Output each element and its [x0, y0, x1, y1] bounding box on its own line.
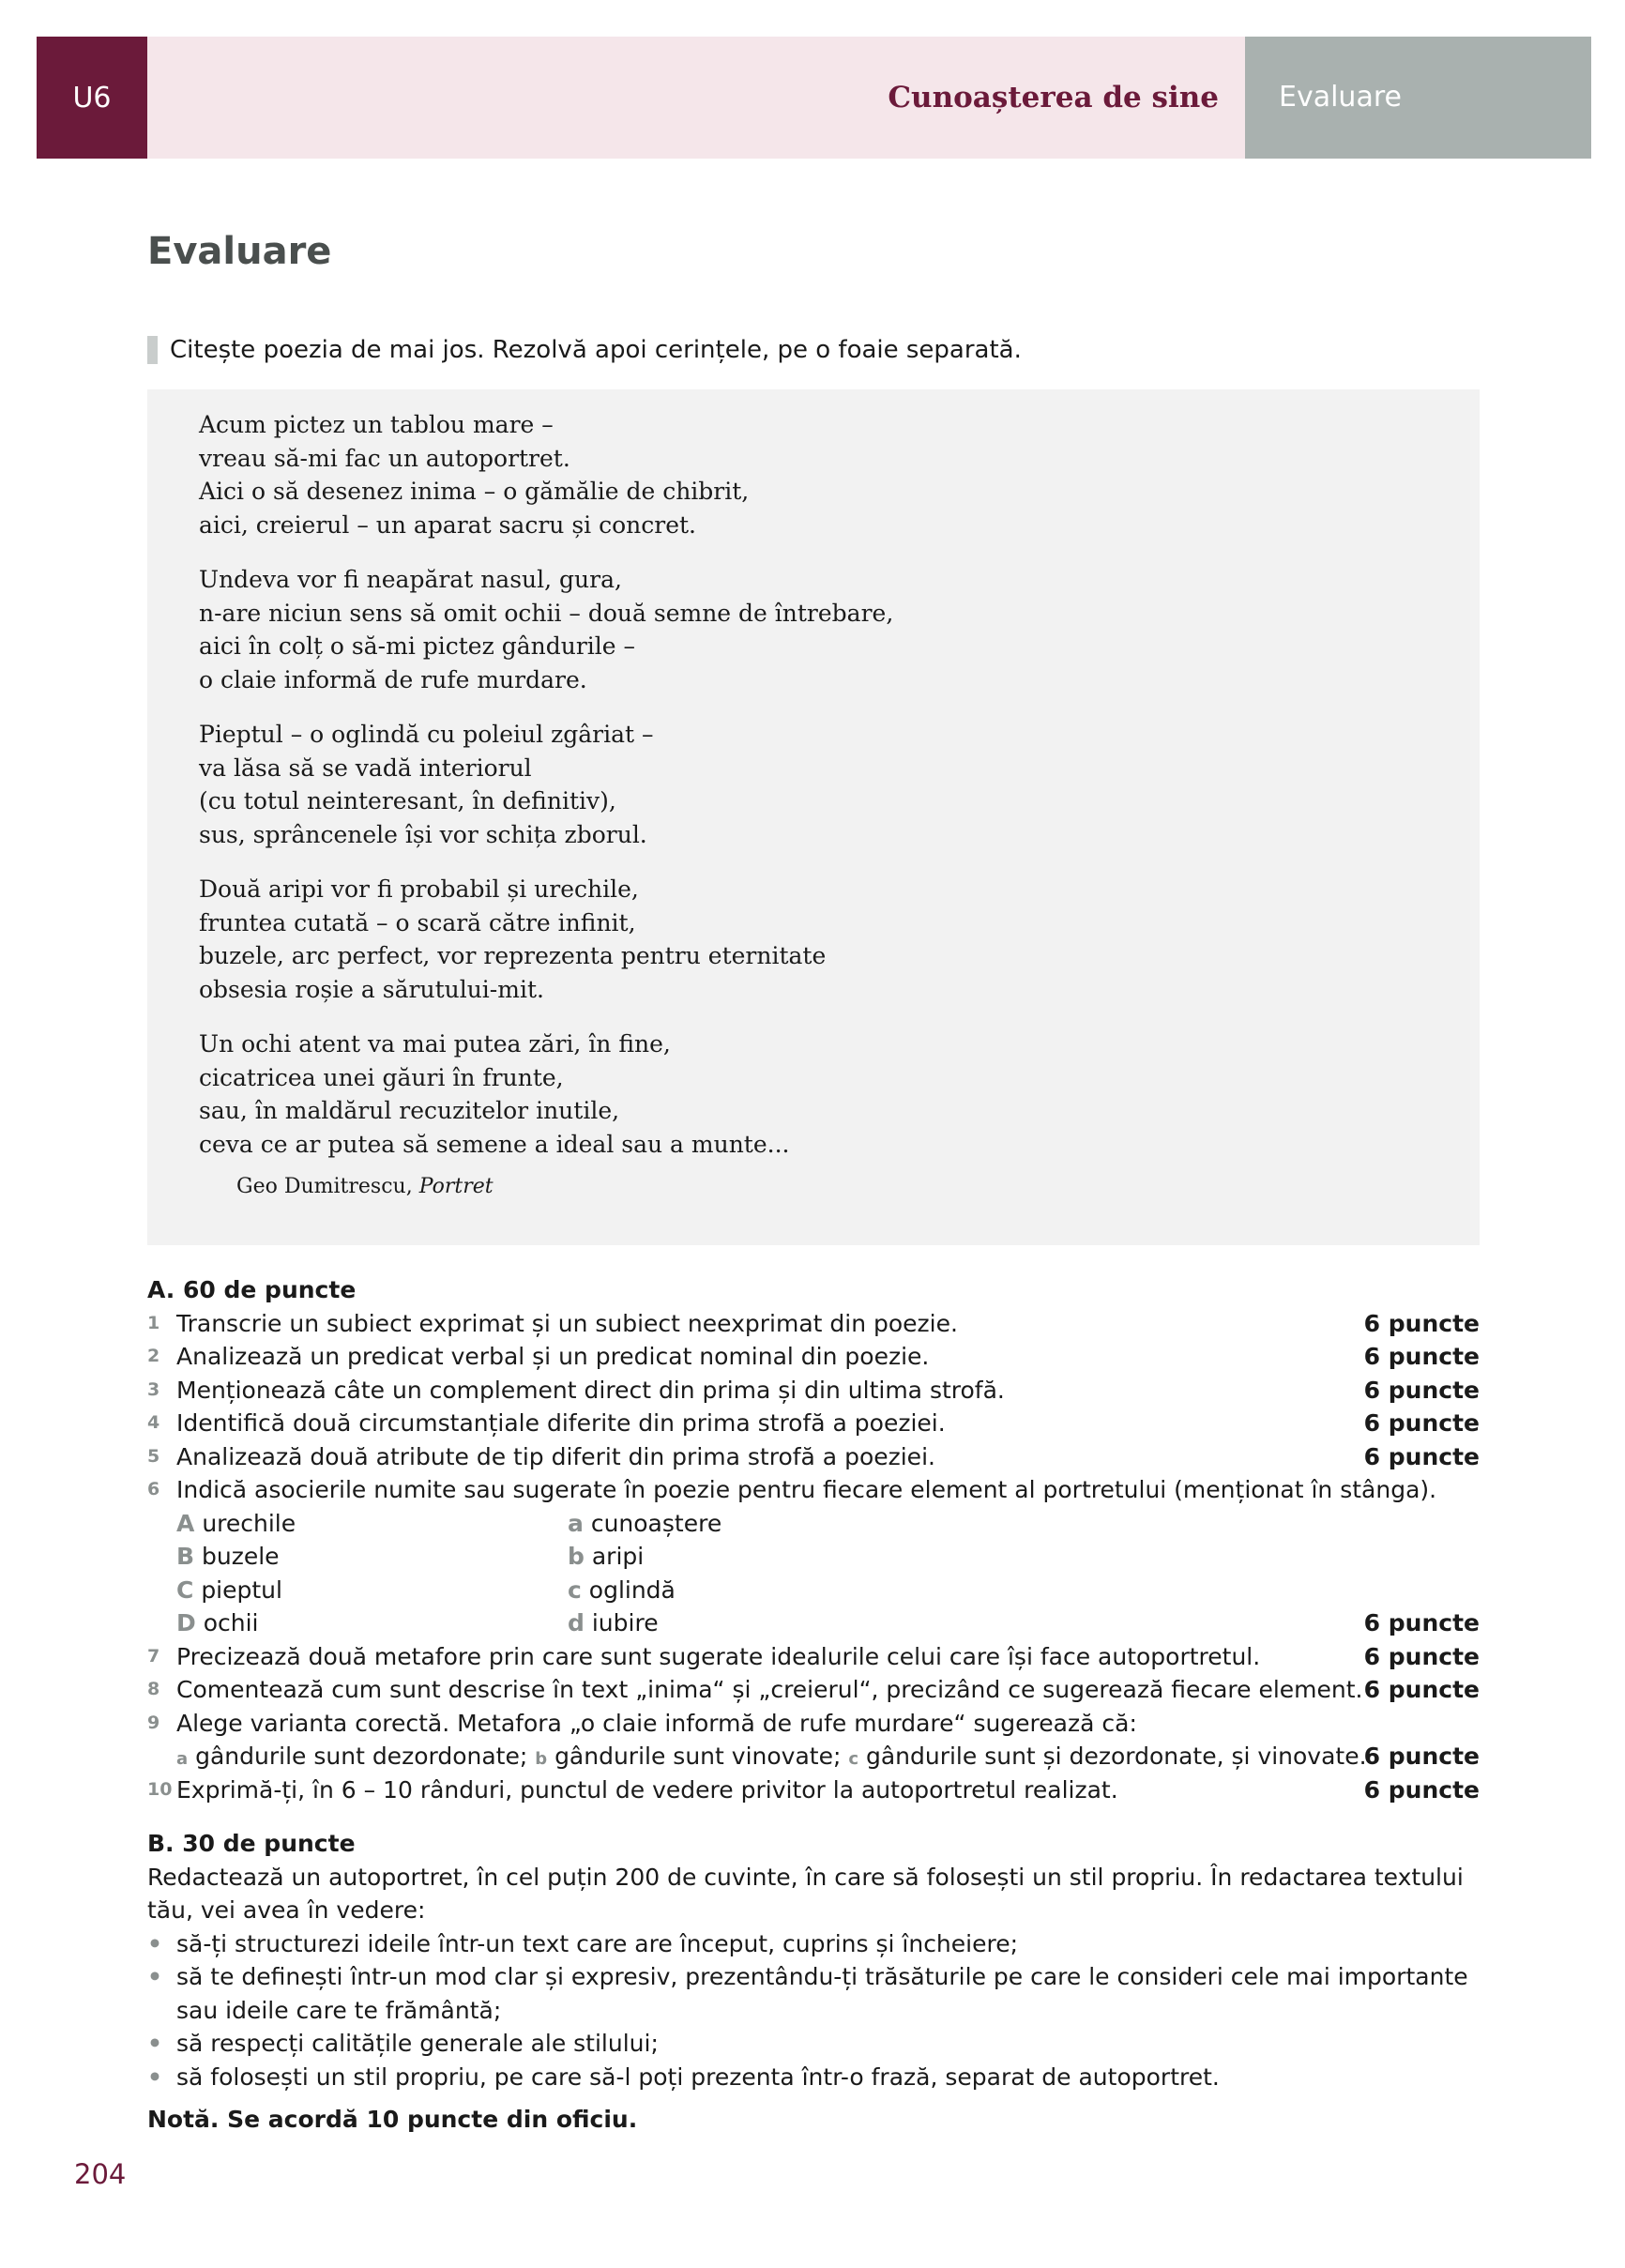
matching-right	[568, 1540, 644, 1574]
matching-points: 6 puncte	[1363, 1609, 1480, 1636]
matching-left-letter: C	[176, 1575, 194, 1604]
page-title: Evaluare	[147, 230, 332, 273]
item-points: 6 puncte	[1363, 1775, 1480, 1804]
bullet-text: să-ți structurezi ideile într-un text care are început, cuprins și încheiere;	[176, 1929, 1019, 1957]
item-points: 6 puncte	[1363, 1642, 1480, 1670]
poem-stanza	[199, 1027, 893, 1161]
item-text: Precizează două metafore prin care sunt sugerate idealurile celui care își face autoportretul.	[176, 1642, 1261, 1670]
matching-left-letter: A	[176, 1509, 195, 1537]
item-text: Comentează cum sunt descrise în text „inima“ și „creierul“, precizând ce sugerează fiecare element.	[176, 1676, 1363, 1703]
matching-left-letter: D	[176, 1609, 196, 1636]
matching-left	[176, 1540, 280, 1574]
item-number: 10	[147, 1778, 173, 1800]
poem-line: vreau să-mi fac un autoportret.	[199, 444, 570, 472]
item-text: Menționează câte un complement direct din prima și din ultima strofă.	[176, 1376, 1005, 1404]
item-text: Exprimă-ți, în 6 – 10 rânduri, punctul de vedere privitor la autoportretul realizat.	[176, 1775, 1118, 1804]
matching-list	[147, 1507, 1480, 1640]
poem-line: fruntea cutată – o scară către infinit,	[199, 908, 636, 936]
matching-left	[176, 1574, 282, 1607]
poem-line: Două aripi vor fi probabil și urechile,	[199, 875, 639, 903]
item9-options-text	[176, 1740, 1367, 1776]
item-number: 7	[147, 1645, 160, 1667]
matching-right-text: iubire	[591, 1609, 659, 1636]
instruction	[147, 335, 1022, 365]
poem-line: Acum pictez un tablou mare –	[199, 411, 554, 438]
requirement-item	[147, 1640, 1480, 1674]
matching-right	[568, 1606, 659, 1640]
requirement-item-10	[147, 1773, 1480, 1807]
matching-left-text: pieptul	[201, 1575, 282, 1604]
poem-stanza	[199, 718, 893, 851]
requirement-item	[147, 1407, 1480, 1440]
item-points: 6 puncte	[1363, 1409, 1480, 1437]
section-a-items	[147, 1307, 1480, 1507]
item-points: 6 puncte	[1363, 1676, 1480, 1703]
bullet-dot: •	[147, 2030, 162, 2057]
poem-line: cicatricea unei găuri în frunte,	[199, 1063, 564, 1091]
poem-title: Portret	[418, 1175, 494, 1198]
section-tab: Evaluare	[1245, 37, 1591, 159]
requirement-item	[147, 1374, 1480, 1408]
bullet-item	[147, 2061, 1480, 2094]
item-points: 6 puncte	[1363, 1442, 1480, 1470]
bullet-text: să te definești într-un mod clar și expresiv, prezentându-ți trăsăturile pe care le consideri cele mai importante sau ideile care te frământă;	[176, 1963, 1468, 2024]
item-text: Transcrie un subiect exprimat și un subiect neexprimat din poezie.	[176, 1309, 958, 1337]
poem-line: Un ochi atent va mai putea zări, în fine,	[199, 1030, 671, 1058]
poem-line: obsesia roșie a sărutului-mit.	[199, 975, 544, 1003]
item-points: 6 puncte	[1363, 1309, 1480, 1337]
matching-left-text: ochii	[203, 1609, 259, 1636]
matching-right-letter: a	[568, 1509, 584, 1537]
poem-stanza	[199, 873, 893, 1006]
requirement-item	[147, 1307, 1480, 1341]
item-number: 9	[147, 1712, 160, 1733]
item9-options	[147, 1740, 1480, 1773]
item-text: Indică asocierile numite sau sugerate în poezie pentru fiecare element al portretului (menționat în stânga).	[176, 1476, 1437, 1503]
item-number: 5	[147, 1445, 160, 1467]
option-a-letter: a	[176, 1749, 189, 1769]
item9-points: 6 puncte	[1363, 1743, 1480, 1770]
section-b-bullets	[147, 1927, 1480, 2094]
item-points: 6 puncte	[1363, 1376, 1480, 1404]
poem-author: Geo Dumitrescu,	[236, 1175, 413, 1198]
item-text: Analizează un predicat verbal și un predicat nominal din poezie.	[176, 1343, 930, 1370]
section-b-heading: B. 30 de puncte	[147, 1830, 356, 1857]
matching-left-letter: B	[176, 1543, 195, 1570]
matching-row	[147, 1574, 1480, 1607]
bullet-item	[147, 2027, 1480, 2061]
chapter-banner	[147, 37, 1245, 159]
matching-right	[568, 1574, 676, 1607]
section-a	[147, 1273, 1480, 1806]
poem-line: (cu totul neinteresant, în definitiv),	[199, 787, 616, 814]
note: Notă. Se acordă 10 puncte din oficiu.	[147, 2106, 638, 2133]
item-text: Identifică două circumstanțiale diferite din prima strofă a poeziei.	[176, 1409, 946, 1437]
bullet-text: să respecți calitățile generale ale stilului;	[176, 2030, 659, 2057]
requirement-item	[147, 1340, 1480, 1374]
page-header	[37, 37, 1591, 159]
matching-row	[147, 1507, 1480, 1541]
poem-line: Undeva vor fi neapărat nasul, gura,	[199, 566, 622, 593]
item-text: Analizează două atribute de tip diferit din prima strofă a poeziei.	[176, 1442, 935, 1470]
poem-line: sus, sprâncenele își vor schița zborul.	[199, 820, 647, 848]
chapter-title: Cunoașterea de sine	[888, 81, 1219, 114]
bullet-item	[147, 1927, 1480, 1961]
item-number: 4	[147, 1412, 160, 1433]
matching-right	[568, 1507, 721, 1541]
option-b-letter: b	[535, 1749, 548, 1769]
bullet-item	[147, 1960, 1480, 2027]
section-a-heading: A. 60 de puncte	[147, 1276, 357, 1303]
poem-line: o claie informă de rufe murdare.	[199, 665, 587, 693]
requirement-item	[147, 1707, 1480, 1741]
matching-right-letter: c	[568, 1575, 582, 1604]
item-number: 2	[147, 1346, 160, 1366]
matching-right-text: cunoaștere	[590, 1509, 722, 1537]
poem-stanza	[199, 408, 893, 541]
poem-line: sau, în maldărul recuzitelor inutile,	[199, 1097, 620, 1124]
matching-left-text: buzele	[202, 1543, 280, 1570]
section-a-items-after	[147, 1640, 1480, 1741]
matching-left-text: urechile	[202, 1509, 296, 1537]
item-number: 8	[147, 1679, 160, 1699]
poem-line: ceva ce ar putea să semene a ideal sau a munte...	[199, 1130, 790, 1158]
poem-box	[147, 389, 1480, 1245]
matching-right-letter: d	[568, 1609, 585, 1636]
poem-line: aici în colț o să-mi pictez gândurile –	[199, 632, 636, 660]
poem-line: buzele, arc perfect, vor reprezenta pentru eternitate	[199, 942, 827, 969]
matching-left	[176, 1606, 259, 1640]
bullet-dot: •	[147, 1929, 162, 1957]
option-a: gândurile sunt dezordonate;	[195, 1743, 528, 1770]
matching-right-text: aripi	[591, 1543, 645, 1570]
option-b: gândurile sunt vinovate;	[554, 1743, 842, 1770]
bullet-dot: •	[147, 2063, 162, 2091]
poem-line: n-are niciun sens să omit ochii – două semne de întrebare,	[199, 599, 894, 627]
unit-badge: U6	[37, 37, 147, 159]
item-points: 6 puncte	[1363, 1343, 1480, 1370]
matching-right-text: oglindă	[588, 1575, 676, 1604]
option-c: gândurile sunt și dezordonate, și vinovate.	[865, 1743, 1367, 1770]
matching-row	[147, 1606, 1480, 1640]
item-number: 3	[147, 1378, 160, 1400]
option-c-letter: c	[848, 1749, 858, 1769]
instruction-marker	[147, 336, 158, 364]
poem-line: Aici o să desenez inima – o gămălie de chibrit,	[199, 478, 750, 505]
requirement-item	[147, 1473, 1480, 1507]
bullet-text: să folosești un stil propriu, pe care să-l poți prezenta într-o frază, separat de autoportret.	[176, 2063, 1220, 2091]
section-b-intro: Redactează un autoportret, în cel puțin 200 de cuvinte, în care să folosești un stil propriu. În redactarea textului tău, vei avea în vedere:	[147, 1863, 1464, 1924]
poem-stanza	[199, 563, 893, 696]
matching-right-letter: b	[568, 1543, 585, 1570]
requirement-item	[147, 1440, 1480, 1474]
item-number: 6	[147, 1479, 160, 1499]
section-b	[147, 1827, 1480, 2137]
requirement-item	[147, 1673, 1480, 1707]
matching-row	[147, 1540, 1480, 1574]
poem-source	[236, 1175, 494, 1198]
page-number: 204	[74, 2158, 127, 2190]
instruction-text: Citește poezia de mai jos. Rezolvă apoi cerințele, pe o foaie separată.	[170, 336, 1022, 364]
poem-line: va lăsa să se vadă interiorul	[199, 753, 532, 782]
item-number: 1	[147, 1312, 160, 1333]
poem-stanzas	[199, 408, 893, 1182]
matching-left	[176, 1507, 296, 1541]
item-text: Alege varianta corectă. Metafora „o claie informă de rufe murdare“ sugerează că:	[176, 1709, 1137, 1737]
poem-line: aici, creierul – un aparat sacru și concret.	[199, 510, 696, 539]
poem-line: Pieptul – o oglindă cu poleiul zgâriat –	[199, 721, 654, 748]
bullet-dot: •	[147, 1963, 162, 1990]
